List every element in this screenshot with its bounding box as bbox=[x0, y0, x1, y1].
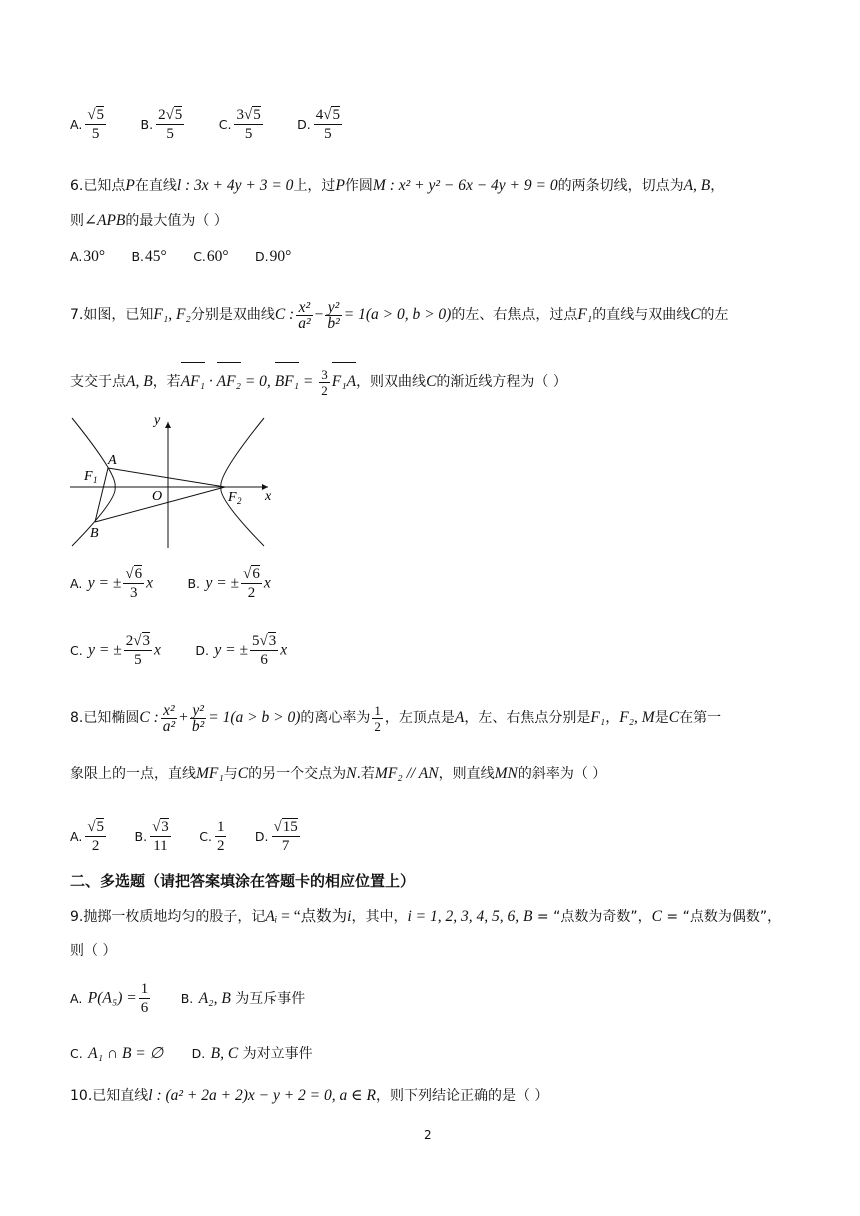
q6-option-d[interactable]: D.90° bbox=[255, 248, 292, 265]
label-f2-sub: 2 bbox=[237, 496, 242, 506]
label-o: O bbox=[152, 489, 163, 504]
segment-af2 bbox=[108, 468, 225, 487]
q8-stem-line2: 象限上的一点，直线MF₁与C的另一个交点为N.若MF₂ // AN，则直线MN的斜率为（ ） bbox=[70, 765, 607, 782]
q7-stem-line2: 支交于点A, B，若AF₁ · AF₂ = 0, BF₁ = $\frac{3}{2}$ F₁A，则双曲线C的渐近线方程为（ ） bbox=[70, 362, 567, 400]
q6-stem-line2: 则∠APB的最大值为（ ） bbox=[70, 212, 228, 229]
label-f1-sub: 1 bbox=[93, 475, 98, 485]
q8-option-a[interactable]: A. $\frac{√5}{2}$ bbox=[70, 819, 105, 854]
label-f2: F bbox=[228, 490, 237, 505]
q7-option-c[interactable]: C. y = ± $\frac{2√3}{5}$ x bbox=[70, 633, 161, 668]
q8-option-c[interactable]: C. $\frac{1}{2}$ bbox=[199, 819, 225, 854]
q5-option-b[interactable]: B. $\frac{2√5}{5}$ bbox=[140, 107, 183, 142]
q9-option-d[interactable]: D. B, C 为对立事件 bbox=[191, 1045, 313, 1062]
q7-options-row1 bbox=[70, 565, 299, 602]
q9-options-row1 bbox=[70, 980, 333, 1017]
q5-options bbox=[70, 106, 372, 143]
q8-options bbox=[70, 818, 330, 855]
label-x: x bbox=[265, 489, 272, 504]
q9-option-c[interactable]: C. A₁ ∩ B = ∅ bbox=[70, 1045, 164, 1062]
q6-option-b[interactable]: B.45° bbox=[131, 248, 167, 265]
label-b: B bbox=[90, 526, 99, 541]
q7-option-d[interactable]: D. y = ± $\frac{5√3}{6}$ x bbox=[195, 633, 288, 668]
q6-option-a[interactable]: A.30° bbox=[70, 248, 106, 265]
page-number: 2 bbox=[424, 1128, 432, 1142]
q7-stem-line1: 7.如图，已知F₁, F₂分别是双曲线C : $\frac{\text{x²}}{\text{a²}}$ − $\frac{\text{y²}}{\text{b²}}$ = 1(a > 0, b > 0)的左、右焦点，过点F₁的直线与双曲线C的左 bbox=[70, 298, 729, 332]
q6-options bbox=[70, 247, 319, 267]
q6-option-c[interactable]: C.60° bbox=[193, 248, 229, 265]
q9-stem-line1: 9.抛掷一枚质地均匀的股子，记Aᵢ = “点数为i，其中，i = 1, 2, 3, 4, 5, 6, B = “点数为奇数”，C = “点数为偶数”， bbox=[70, 908, 782, 925]
q9-options-row2 bbox=[70, 1044, 341, 1064]
q8-option-b[interactable]: B. $\frac{√3}{11}$ bbox=[134, 819, 169, 854]
q7-option-a[interactable]: A. y = ± $\frac{√6}{3}$ x bbox=[70, 566, 153, 601]
q10-stem: 10.已知直线l : (a² + 2a + 2)x − y + 2 = 0, a ∈ R，则下列结论正确的是（ ） bbox=[70, 1087, 549, 1104]
q6-stem-line1: 6.已知点P在直线l : 3x + 4y + 3 = 0上，过P作圆M : x² + y² − 6x − 4y + 9 = 0的两条切线，切点为A, B， bbox=[70, 177, 725, 194]
q8-option-d[interactable]: D. $\frac{√15}{7}$ bbox=[254, 819, 298, 854]
label-a: A bbox=[108, 453, 117, 468]
label-y: y bbox=[154, 413, 161, 428]
q5-option-a[interactable]: A. $\frac{√5}{5}$ bbox=[70, 107, 105, 142]
q5-option-c[interactable]: C. $\frac{3√5}{5}$ bbox=[218, 107, 261, 142]
q5-option-d[interactable]: D. $\frac{4√5}{5}$ bbox=[297, 107, 340, 142]
q9-option-b[interactable]: B. A₂, B 为互斥事件 bbox=[180, 989, 306, 1007]
q9-option-a[interactable]: A. P(A₅) = $\frac{1}{6}$ bbox=[70, 981, 149, 1016]
hyperbola-right-branch bbox=[221, 418, 264, 546]
q9-stem-line2: 则（ ） bbox=[70, 943, 117, 959]
q7-options-row2 bbox=[70, 632, 315, 669]
section-heading: 二、多选题（请把答案填涂在答题卡的相应位置上） bbox=[70, 872, 416, 890]
label-f1: F bbox=[84, 469, 93, 484]
q7-option-b[interactable]: B. y = ± $\frac{√6}{2}$ x bbox=[187, 566, 271, 601]
q8-stem-line1: 8.已知椭圆C : $\frac{\text{x²}}{\text{a²}}$ + $\frac{\text{y²}}{\text{b²}}$ = 1(a > b > 0)的离心率为 $\frac{1}{2}$ ，左顶点是A，左、右焦点分别是F₁，F₂, M是C在第一 bbox=[70, 701, 722, 735]
hyperbola-figure bbox=[68, 410, 278, 550]
